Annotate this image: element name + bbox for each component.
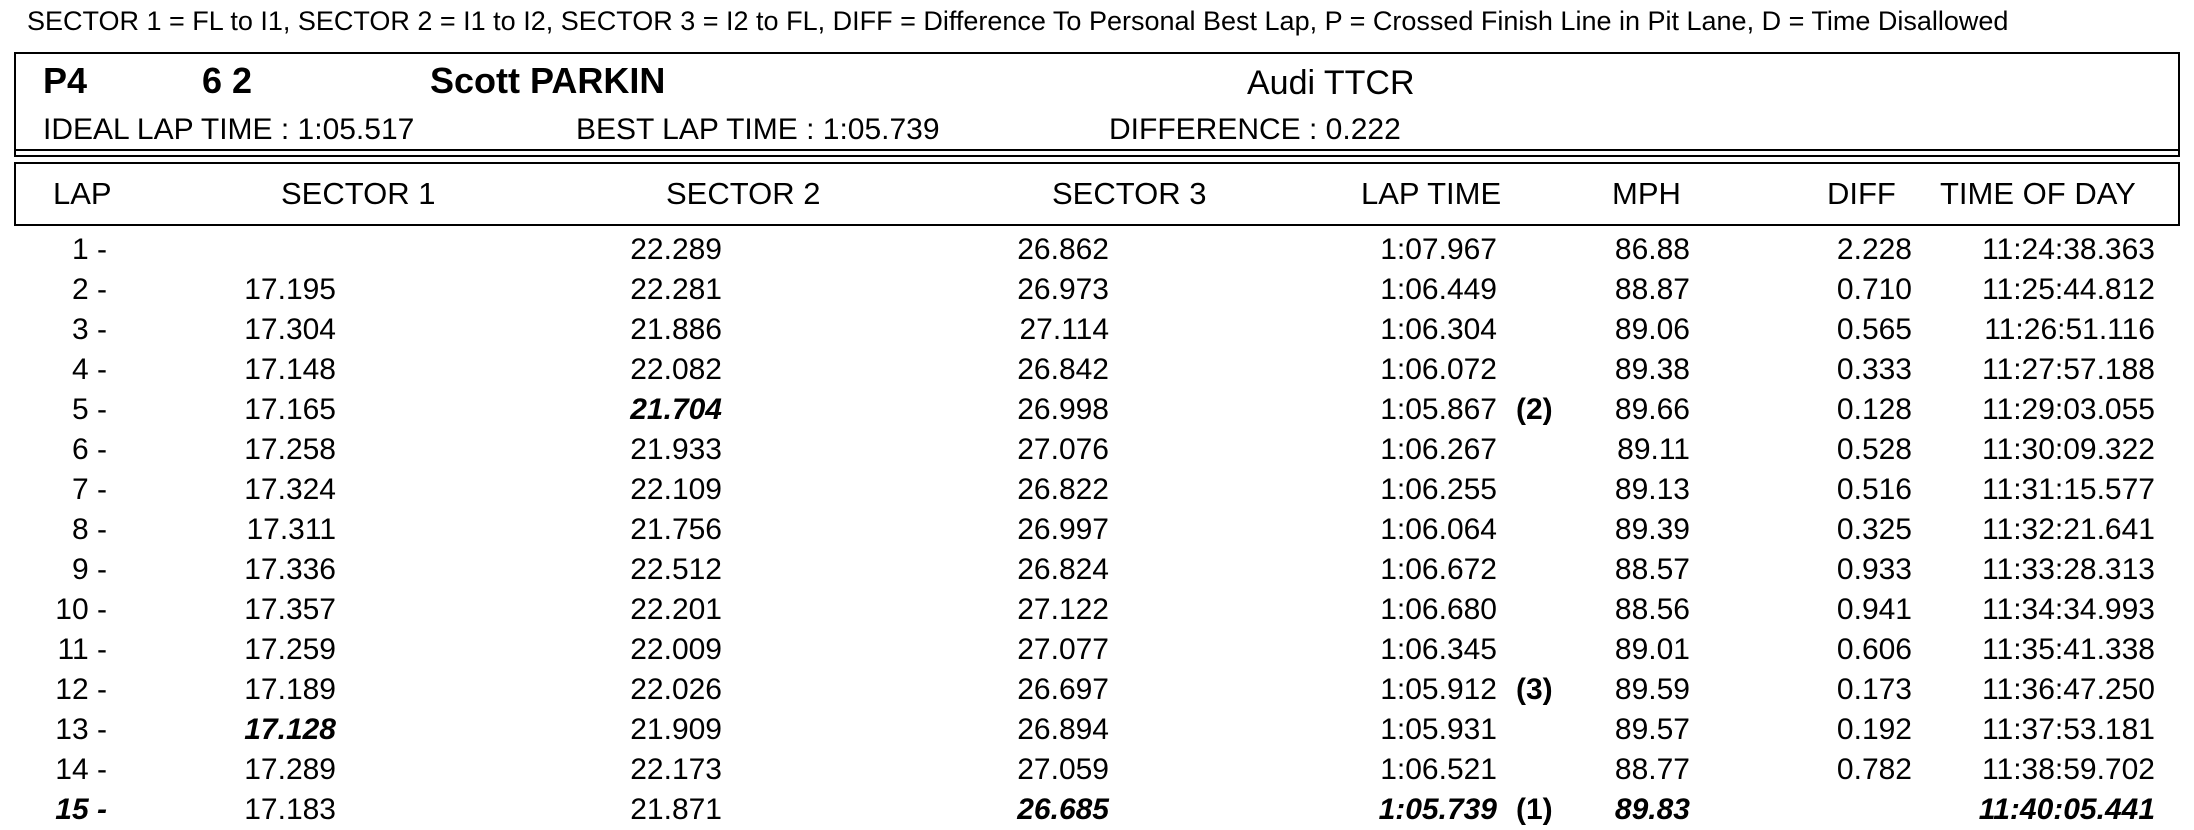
- cell-diff: 0.710: [1836, 273, 1912, 306]
- cell-sector2: 22.201: [630, 593, 722, 626]
- cell-lap: 2 -: [71, 273, 107, 306]
- table-row: [0, 310, 2194, 350]
- cell-lap-time: 1:06.672: [1380, 553, 1497, 586]
- car-number: 6 2: [202, 60, 253, 101]
- cell-sector3: 26.824: [1017, 553, 1109, 586]
- cell-lap: 11 -: [57, 633, 107, 666]
- driver-position: P4: [43, 60, 88, 101]
- ideal-lap-time: IDEAL LAP TIME : 1:05.517: [43, 113, 415, 146]
- cell-time-of-day: 11:31:15.577: [1982, 473, 2155, 506]
- cell-lap: 8 -: [71, 513, 107, 546]
- cell-diff: 0.192: [1836, 713, 1912, 746]
- cell-sector2: 21.871: [630, 793, 722, 826]
- legend-text: SECTOR 1 = FL to I1, SECTOR 2 = I1 to I2, SECTOR 3 = I2 to FL, DIFF = Difference To Personal Best Lap, P = Crossed Finish Line in Pit Lane, D = Time Disallowed: [27, 6, 2009, 36]
- cell-time-of-day: 11:33:28.313: [1982, 553, 2155, 586]
- cell-mph: 89.83: [1614, 793, 1690, 826]
- cell-time-of-day: 11:36:47.250: [1982, 673, 2155, 706]
- cell-time-of-day: 11:24:38.363: [1982, 233, 2155, 266]
- cell-sector3: 26.822: [1017, 473, 1109, 506]
- cell-lap: 14 -: [55, 753, 107, 786]
- cell-time-of-day: 11:27:57.188: [1982, 353, 2155, 386]
- cell-lap-time: 1:06.521: [1380, 753, 1497, 786]
- cell-sector2: 22.512: [630, 553, 722, 586]
- table-row: [0, 510, 2194, 550]
- cell-sector2: 21.933: [630, 433, 722, 466]
- cell-best-rank: (1): [1516, 793, 1553, 826]
- cell-lap: 9 -: [71, 553, 107, 586]
- cell-sector3: 26.998: [1017, 393, 1109, 426]
- cell-diff: 0.933: [1836, 553, 1912, 586]
- header-sector2: SECTOR 2: [666, 176, 821, 211]
- cell-sector2: 22.173: [630, 753, 722, 786]
- table-row: [0, 590, 2194, 630]
- cell-lap-time: 1:05.931: [1380, 713, 1497, 746]
- cell-diff: 2.228: [1836, 233, 1912, 266]
- driver-summary-panel: [14, 52, 2180, 157]
- cell-sector1: 17.148: [244, 353, 336, 386]
- table-row: [0, 550, 2194, 590]
- cell-sector1: 17.289: [244, 753, 336, 786]
- cell-sector3: 26.997: [1017, 513, 1109, 546]
- header-mph: MPH: [1612, 176, 1681, 211]
- cell-lap: 3 -: [71, 313, 107, 346]
- cell-sector3: 27.076: [1017, 433, 1109, 466]
- header-lap-time: LAP TIME: [1361, 176, 1502, 211]
- cell-mph: 89.06: [1614, 313, 1690, 346]
- cell-sector3: 27.122: [1017, 593, 1109, 626]
- cell-lap-time: 1:05.739: [1378, 793, 1497, 826]
- cell-sector2: 22.009: [630, 633, 722, 666]
- cell-mph: 89.38: [1614, 353, 1690, 386]
- cell-sector1: 17.165: [244, 393, 336, 426]
- cell-mph: 89.13: [1614, 473, 1690, 506]
- cell-diff: 0.325: [1836, 513, 1912, 546]
- car-model: Audi TTCR: [1247, 64, 1415, 102]
- cell-lap: 4 -: [71, 353, 107, 386]
- cell-sector1: 17.128: [244, 713, 336, 746]
- cell-mph: 89.39: [1614, 513, 1690, 546]
- cell-sector2: 21.886: [630, 313, 722, 346]
- cell-sector3: 26.842: [1017, 353, 1109, 386]
- cell-lap: 7 -: [71, 473, 107, 506]
- cell-sector3: 27.077: [1017, 633, 1109, 666]
- header-diff: DIFF: [1827, 176, 1896, 211]
- cell-diff: 0.173: [1836, 673, 1912, 706]
- cell-sector1: 17.258: [244, 433, 336, 466]
- cell-mph: 88.77: [1614, 753, 1690, 786]
- cell-sector2: 21.756: [630, 513, 722, 546]
- cell-best-rank: (3): [1516, 673, 1553, 706]
- cell-mph: 88.57: [1614, 553, 1690, 586]
- cell-diff: 0.333: [1836, 353, 1912, 386]
- table-row: [0, 390, 2194, 430]
- cell-lap-time: 1:05.912: [1380, 673, 1497, 706]
- table-row: [0, 350, 2194, 390]
- cell-time-of-day: 11:38:59.702: [1982, 753, 2155, 786]
- cell-time-of-day: 11:32:21.641: [1982, 513, 2155, 546]
- cell-mph: 86.88: [1614, 233, 1690, 266]
- cell-lap: 5 -: [71, 393, 107, 426]
- cell-sector2: 22.289: [630, 233, 722, 266]
- cell-sector1: 17.336: [244, 553, 336, 586]
- cell-time-of-day: 11:40:05.441: [1978, 793, 2155, 826]
- cell-sector2: 22.109: [630, 473, 722, 506]
- cell-sector2: 22.281: [630, 273, 722, 306]
- cell-best-rank: (2): [1516, 393, 1553, 426]
- table-row: [0, 670, 2194, 710]
- cell-sector3: 26.697: [1017, 673, 1109, 706]
- cell-time-of-day: 11:25:44.812: [1982, 273, 2155, 306]
- cell-sector1: 17.324: [244, 473, 336, 506]
- cell-sector3: 26.862: [1017, 233, 1109, 266]
- cell-mph: 89.11: [1617, 433, 1690, 466]
- cell-diff: 0.565: [1836, 313, 1912, 346]
- table-row: [0, 470, 2194, 510]
- cell-lap-time: 1:06.345: [1380, 633, 1497, 666]
- cell-sector1: 17.195: [244, 273, 336, 306]
- cell-lap-time: 1:06.064: [1380, 513, 1497, 546]
- header-sector3: SECTOR 3: [1052, 176, 1207, 211]
- cell-mph: 88.56: [1614, 593, 1690, 626]
- lap-difference: DIFFERENCE : 0.222: [1109, 113, 1401, 146]
- cell-lap-time: 1:05.867: [1380, 393, 1497, 426]
- cell-diff: 0.128: [1836, 393, 1912, 426]
- cell-sector1: 17.259: [244, 633, 336, 666]
- cell-time-of-day: 11:34:34.993: [1982, 593, 2155, 626]
- table-header: [14, 162, 2180, 226]
- cell-mph: 89.57: [1614, 713, 1690, 746]
- cell-mph: 89.59: [1614, 673, 1690, 706]
- cell-time-of-day: 11:29:03.055: [1982, 393, 2155, 426]
- cell-lap-time: 1:07.967: [1380, 233, 1497, 266]
- cell-sector1: 17.189: [244, 673, 336, 706]
- table-row: [0, 630, 2194, 670]
- table-row: [0, 710, 2194, 750]
- cell-lap: 15 -: [55, 793, 107, 826]
- cell-diff: 0.782: [1836, 753, 1912, 786]
- cell-time-of-day: 11:37:53.181: [1982, 713, 2155, 746]
- cell-sector1: 17.357: [244, 593, 336, 626]
- cell-time-of-day: 11:30:09.322: [1982, 433, 2155, 466]
- cell-mph: 89.01: [1614, 633, 1690, 666]
- cell-sector2: 22.026: [630, 673, 722, 706]
- best-lap-time: BEST LAP TIME : 1:05.739: [576, 113, 940, 146]
- cell-lap-time: 1:06.255: [1380, 473, 1497, 506]
- cell-sector3: 27.114: [1019, 313, 1109, 346]
- table-row: [0, 430, 2194, 470]
- cell-sector2: 21.909: [630, 713, 722, 746]
- cell-mph: 88.87: [1614, 273, 1690, 306]
- cell-lap: 1 -: [71, 233, 107, 266]
- cell-sector3: 26.973: [1017, 273, 1109, 306]
- header-sector1: SECTOR 1: [281, 176, 436, 211]
- cell-sector2: 22.082: [630, 353, 722, 386]
- table-row: [0, 790, 2194, 830]
- cell-lap-time: 1:06.304: [1380, 313, 1497, 346]
- header-time-of-day: TIME OF DAY: [1940, 176, 2136, 211]
- cell-diff: 0.528: [1836, 433, 1912, 466]
- cell-lap-time: 1:06.267: [1380, 433, 1497, 466]
- cell-mph: 89.66: [1614, 393, 1690, 426]
- driver-name: Scott PARKIN: [430, 60, 666, 101]
- cell-lap-time: 1:06.680: [1380, 593, 1497, 626]
- cell-lap: 13 -: [55, 713, 107, 746]
- cell-sector1: 17.304: [244, 313, 336, 346]
- cell-lap: 6 -: [71, 433, 107, 466]
- cell-sector3: 27.059: [1017, 753, 1109, 786]
- cell-sector1: 17.183: [244, 793, 336, 826]
- cell-time-of-day: 11:26:51.116: [1984, 313, 2155, 346]
- cell-diff: 0.516: [1836, 473, 1912, 506]
- cell-sector3: 26.685: [1017, 793, 1109, 826]
- table-row: [0, 750, 2194, 790]
- header-lap: LAP: [53, 176, 112, 211]
- table-row: [0, 270, 2194, 310]
- cell-diff: 0.941: [1836, 593, 1912, 626]
- cell-lap-time: 1:06.072: [1380, 353, 1497, 386]
- cell-sector2: 21.704: [630, 393, 722, 426]
- lap-table-body: [0, 230, 2194, 830]
- cell-lap-time: 1:06.449: [1380, 273, 1497, 306]
- cell-sector1: 17.311: [246, 513, 336, 546]
- cell-sector3: 26.894: [1017, 713, 1109, 746]
- table-row: [0, 230, 2194, 270]
- cell-lap: 10 -: [55, 593, 107, 626]
- cell-lap: 12 -: [55, 673, 107, 706]
- cell-diff: 0.606: [1836, 633, 1912, 666]
- cell-time-of-day: 11:35:41.338: [1982, 633, 2155, 666]
